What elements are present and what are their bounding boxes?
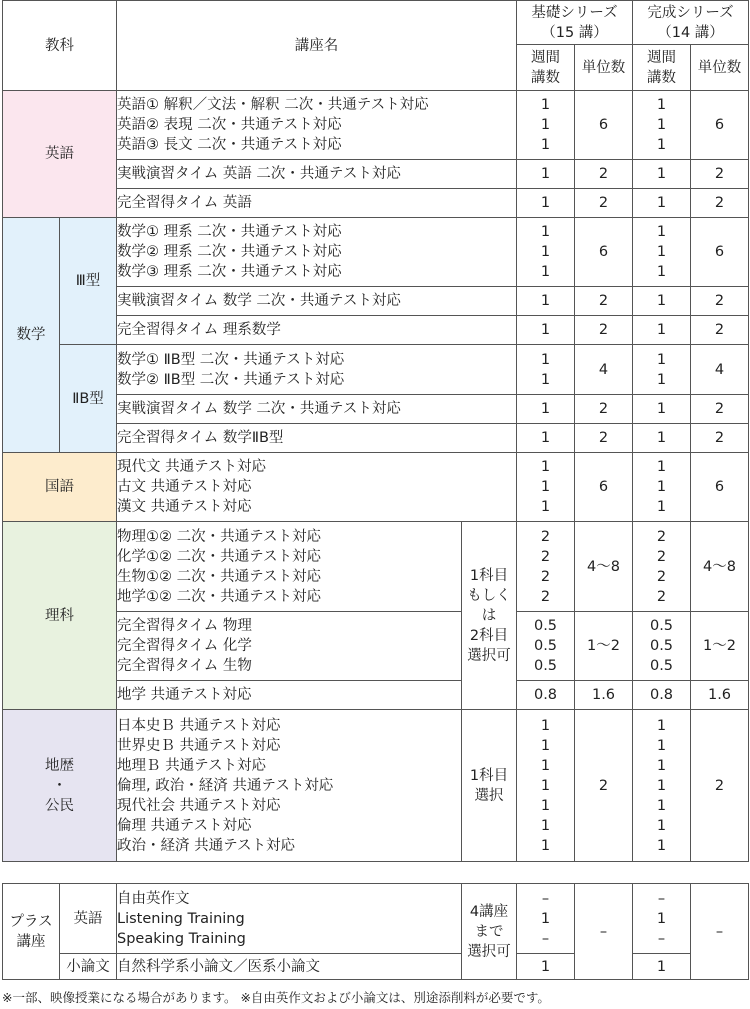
course-science-main: 物理①② 二次・共通テスト対応 化学①② 二次・共通テスト対応 生物①② 二次・共通テスト対応 地学①② 二次・共通テスト対応 [117,522,462,612]
plus-english: 英語 [60,884,117,954]
subject-social-studies: 地歴 ・ 公民 [3,710,117,862]
weekly-value: 1 1 1 1 1 1 1 [633,710,691,862]
weekly-value: 1 [633,287,691,316]
credits-value: 6 [691,453,749,522]
plus-selection-note: 4講座 まで 選択可 [462,884,517,980]
credits-value: 2 [691,316,749,345]
course-social-studies: 日本史Ｂ 共通テスト対応 世界史Ｂ 共通テスト対応 地理Ｂ 共通テスト対応 倫理, 政治・経済 共通テスト対応 現代社会 共通テスト対応 倫理 共通テスト対応 政治・経済 共通テスト対応 [117,710,462,862]
credits-value: 2 [691,710,749,862]
weekly-value: 1 1 1 [517,218,575,287]
course-english-main: 英語① 解釈／文法・解釈 二次・共通テスト対応 英語② 表現 二次・共通テスト対応 英語③ 長文 二次・共通テスト対応 [117,91,517,160]
footnote: ※一部、映像授業になる場合があります。 ※自由英作文および小論文は、別途添削料が必要です。 [2,990,550,1005]
math-type-3: Ⅲ型 [60,218,117,345]
subject-science: 理科 [3,522,117,710]
credits-value: 2 [691,395,749,424]
credits-value: 4 [691,345,749,395]
header-weekly: 週間 講数 [633,45,691,91]
header-course-name: 講座名 [117,1,517,91]
credits-value: – [575,884,633,980]
credits-value: 2 [575,189,633,218]
weekly-value: 0.5 0.5 0.5 [633,612,691,681]
weekly-value: 1 [517,160,575,189]
science-selection-note: 1科目 もしくは 2科目 選択可 [462,522,517,710]
weekly-value: 2 2 2 2 [517,522,575,612]
course-plus-essay: 自然科学系小論文／医系小論文 [117,954,462,980]
weekly-value: 1 [633,189,691,218]
header-credits: 単位数 [691,45,749,91]
weekly-value: 1 1 1 [633,91,691,160]
weekly-value: 1 [517,424,575,453]
weekly-value: 1 1 [633,345,691,395]
weekly-value: 1 1 1 [633,218,691,287]
credits-value: 1.6 [575,681,633,710]
header-subject: 教科 [3,1,117,91]
plus-courses-label: プラス 講座 [3,884,60,980]
course-english-practice: 実戦演習タイム 英語 二次・共通テスト対応 [117,160,517,189]
weekly-value: 1 1 1 [633,453,691,522]
weekly-value: 0.8 [633,681,691,710]
course-math-2b-main: 数学① ⅡB型 二次・共通テスト対応 数学② ⅡB型 二次・共通テスト対応 [117,345,517,395]
subject-math: 数学 [3,218,60,453]
weekly-value: 1 [517,954,575,980]
weekly-value: 2 2 2 2 [633,522,691,612]
plus-essay: 小論文 [60,954,117,980]
credits-value: 2 [691,189,749,218]
header-weekly: 週間 講数 [517,45,575,91]
credits-value: 2 [575,160,633,189]
weekly-value: 1 1 1 [517,91,575,160]
credits-value: 6 [575,453,633,522]
course-math-mastery: 完全習得タイム 理系数学 [117,316,517,345]
math-type-2b: ⅡB型 [60,345,117,453]
credits-value: 2 [575,316,633,345]
weekly-value: 1 [633,395,691,424]
weekly-value: 1 1 1 [517,453,575,522]
weekly-value: 1 [517,287,575,316]
course-math-main: 数学① 理系 二次・共通テスト対応 数学② 理系 二次・共通テスト対応 数学③ 理系 二次・共通テスト対応 [117,218,517,287]
header-series-complete: 完成シリーズ （14 講） [633,1,749,45]
credits-value: 4～8 [691,522,749,612]
header-series-basic: 基礎シリーズ （15 講） [517,1,633,45]
weekly-value: – 1 – [633,884,691,954]
curriculum-table [2,0,749,862]
weekly-value: 1 [517,395,575,424]
credits-value: 2 [575,395,633,424]
weekly-value: 1 [633,954,691,980]
course-math-2b-practice: 実戦演習タイム 数学 二次・共通テスト対応 [117,395,517,424]
credits-value: 2 [691,287,749,316]
weekly-value: 1 [633,160,691,189]
subject-japanese: 国語 [3,453,117,522]
weekly-value: 1 1 1 1 1 1 1 [517,710,575,862]
credits-value: – [691,884,749,980]
credits-value: 6 [575,91,633,160]
weekly-value: 1 [517,316,575,345]
weekly-value: 1 [633,424,691,453]
social-selection-note: 1科目 選択 [462,710,517,862]
weekly-value: – 1 – [517,884,575,954]
credits-value: 6 [575,218,633,287]
credits-value: 6 [691,218,749,287]
weekly-value: 0.8 [517,681,575,710]
header-credits: 単位数 [575,45,633,91]
credits-value: 1～2 [575,612,633,681]
course-science-mastery: 完全習得タイム 物理 完全習得タイム 化学 完全習得タイム 生物 [117,612,462,681]
weekly-value: 1 1 [517,345,575,395]
course-math-practice: 実戦演習タイム 数学 二次・共通テスト対応 [117,287,517,316]
course-japanese: 現代文 共通テスト対応 古文 共通テスト対応 漢文 共通テスト対応 [117,453,517,522]
weekly-value: 1 [633,316,691,345]
credits-value: 2 [691,160,749,189]
credits-value: 2 [691,424,749,453]
course-science-earth: 地学 共通テスト対応 [117,681,462,710]
credits-value: 4～8 [575,522,633,612]
weekly-value: 0.5 0.5 0.5 [517,612,575,681]
course-math-2b-mastery: 完全習得タイム 数学ⅡB型 [117,424,517,453]
credits-value: 1～2 [691,612,749,681]
course-plus-english: 自由英作文 Listening Training Speaking Training [117,884,462,954]
credits-value: 6 [691,91,749,160]
course-english-mastery: 完全習得タイム 英語 [117,189,517,218]
credits-value: 2 [575,424,633,453]
credits-value: 2 [575,710,633,862]
plus-courses-table [2,883,749,980]
credits-value: 2 [575,287,633,316]
weekly-value: 1 [517,189,575,218]
subject-english: 英語 [3,91,117,218]
credits-value: 4 [575,345,633,395]
credits-value: 1.6 [691,681,749,710]
